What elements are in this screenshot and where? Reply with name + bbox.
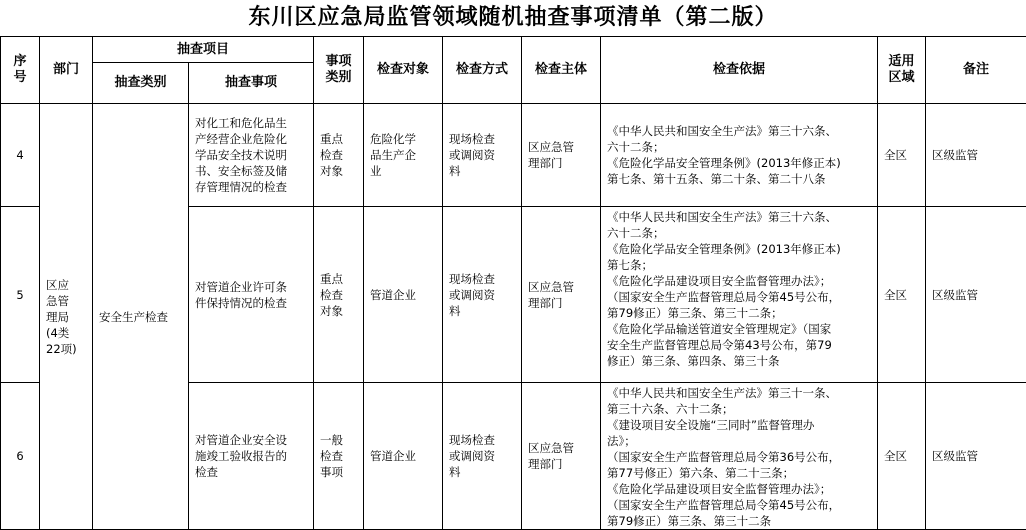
row-subject: 区应急管 理部门 [522, 104, 601, 207]
dept-cell: 区应 急管 理局 (4类 22项) [40, 104, 93, 530]
header-area: 适用 区域 [878, 37, 926, 104]
row-area: 全区 [878, 104, 926, 207]
table-row [1, 104, 1026, 207]
row-type: 一般 检查 事项 [314, 383, 364, 530]
row-remark: 区级监管 [926, 104, 1026, 207]
header-seq: 序 号 [1, 37, 40, 104]
inspection-table [0, 36, 1026, 530]
row-type: 重点 检查 对象 [314, 207, 364, 383]
row-target: 管道企业 [364, 383, 443, 530]
row-matter: 对管道企业安全设 施竣工验收报告的 检查 [189, 383, 314, 530]
header-basis: 检查依据 [601, 37, 878, 104]
row-basis: 《中华人民共和国安全生产法》第三十一条、 第三十六条、六十二条； 《建设项目安全设施“三同时”监督管理办 法》； （国家安全生产监督管理总局令第36号公布， 第77号修正）第六条、第二十三条； 《危险化学品建设项目安全监督管理办法》； （国家安全生产监督管理总局令第45号公布， 第79修正）第三条、第三十二条 [601, 383, 878, 530]
page-title: 东川区应急局监管领域随机抽查事项清单（第二版） [0, 0, 1026, 36]
row-area: 全区 [878, 207, 926, 383]
row-target: 危险化学 品生产企 业 [364, 104, 443, 207]
header-matter-type: 事项 类别 [314, 37, 364, 104]
row-method: 现场检查 或调阅资 料 [443, 104, 522, 207]
header-check-matter: 抽查事项 [189, 63, 314, 104]
row-remark: 区级监管 [926, 383, 1026, 530]
row-basis: 《中华人民共和国安全生产法》第三十六条、 六十二条； 《危险化学品安全管理条例》(2013年修正本) 第七条； 《危险化学品建设项目安全监督管理办法》； （国家安全生产监督管理总局令第45号公布， 第79修正）第三条、第三十二条； 《危险化学品输送管道安全管理规定》（国家 安全生产监督管理总局令第43号公布，第79 修正）第三条、第四条、第三十条 [601, 207, 878, 383]
row-seq: 6 [1, 383, 40, 530]
row-area: 全区 [878, 383, 926, 530]
category-cell: 安全生产检查 [93, 104, 189, 530]
header-method: 检查方式 [443, 37, 522, 104]
header-check-category: 抽查类别 [93, 63, 189, 104]
row-seq: 4 [1, 104, 40, 207]
row-subject: 区应急管 理部门 [522, 383, 601, 530]
row-method: 现场检查 或调阅资 料 [443, 383, 522, 530]
header-check-item: 抽查项目 [93, 37, 314, 63]
row-basis: 《中华人民共和国安全生产法》第三十六条、 六十二条； 《危险化学品安全管理条例》(2013年修正本) 第七条、第十五条、第二十条、第二十八条 [601, 104, 878, 207]
row-matter: 对化工和危化品生 产经营企业危险化 学品安全技术说明 书、安全标签及储 存管理情况的检查 [189, 104, 314, 207]
row-target: 管道企业 [364, 207, 443, 383]
row-type: 重点 检查 对象 [314, 104, 364, 207]
header-target: 检查对象 [364, 37, 443, 104]
header-remark: 备注 [926, 37, 1026, 104]
row-method: 现场检查 或调阅资 料 [443, 207, 522, 383]
header-dept: 部门 [40, 37, 93, 104]
header-subject: 检查主体 [522, 37, 601, 104]
row-matter: 对管道企业许可条 件保持情况的检查 [189, 207, 314, 383]
row-subject: 区应急管 理部门 [522, 207, 601, 383]
row-remark: 区级监管 [926, 207, 1026, 383]
row-seq: 5 [1, 207, 40, 383]
